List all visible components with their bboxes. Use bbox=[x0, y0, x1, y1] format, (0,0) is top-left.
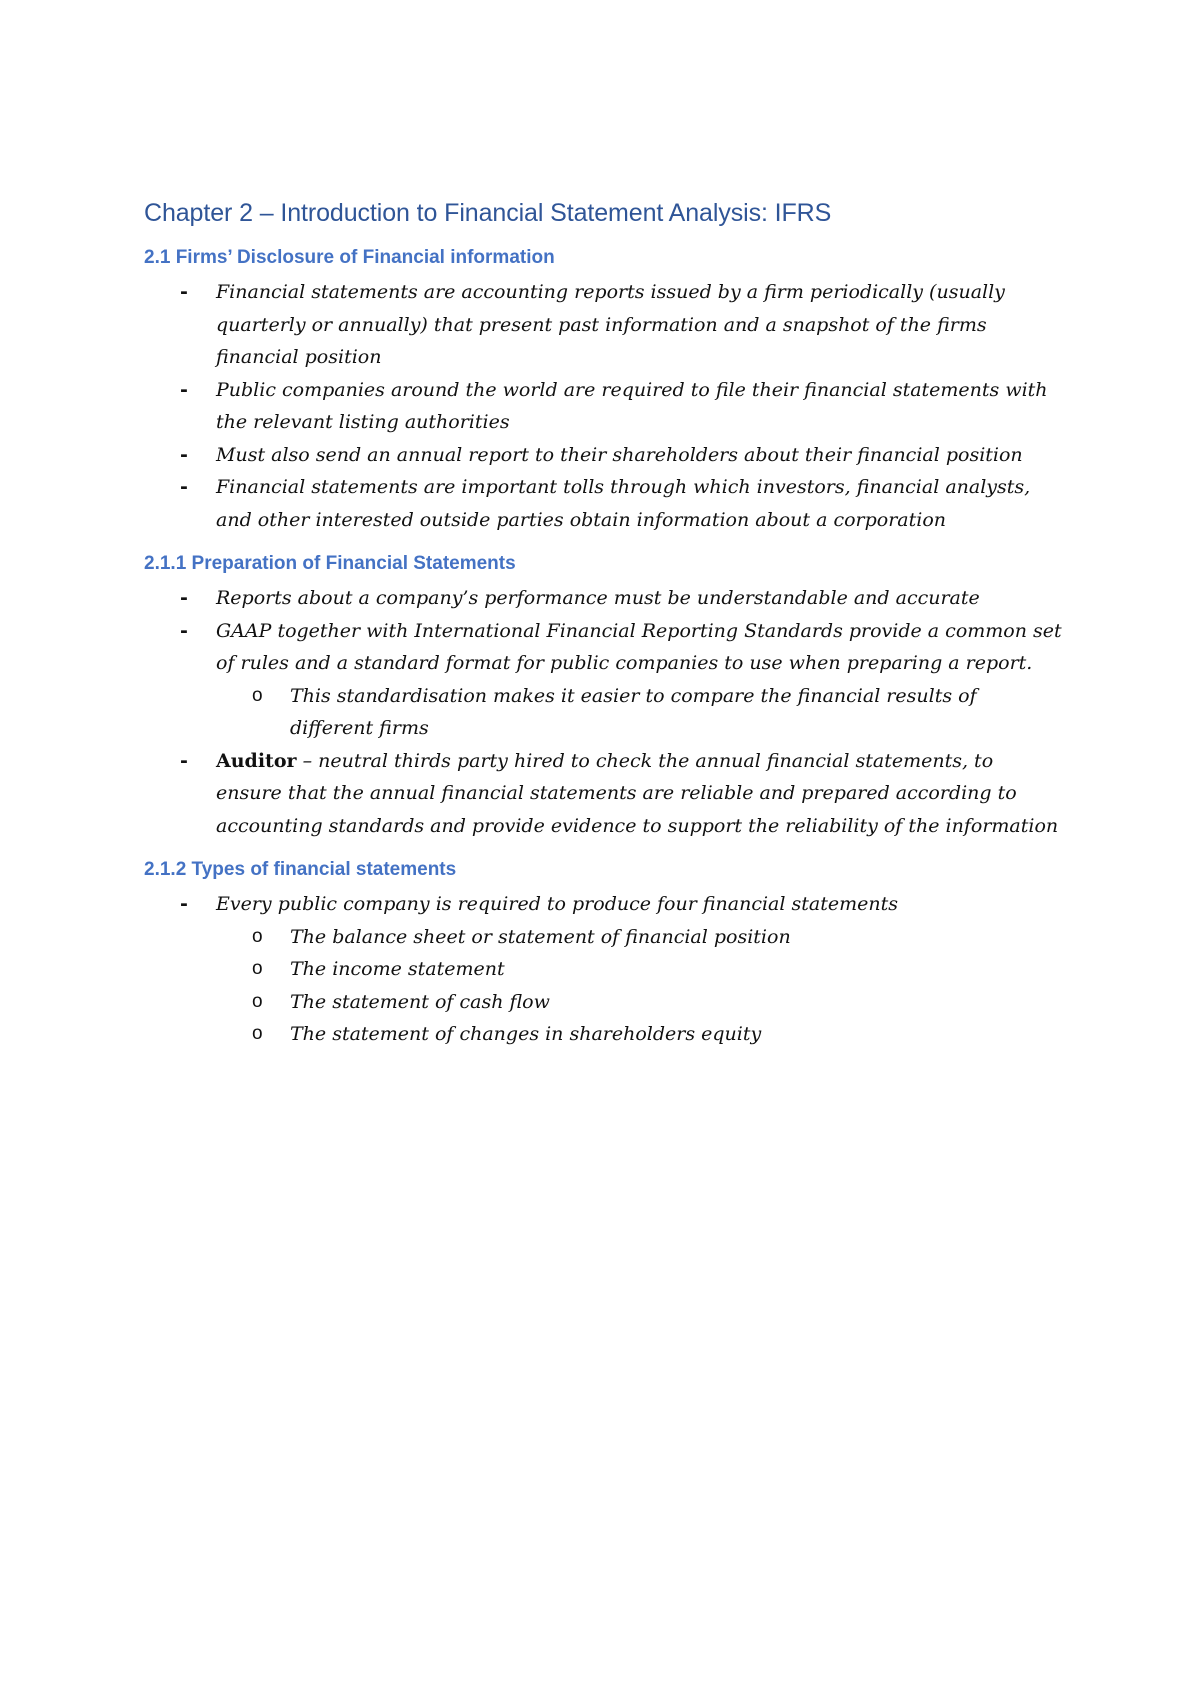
list-item-text: GAAP together with International Financial Reporting Standards provide a common set of rules and a standard format for public companies to use when preparing a report. bbox=[216, 619, 1062, 674]
list-item bbox=[144, 276, 1064, 374]
section-heading-2-1: 2.1 Firms’ Disclosure of Financial information bbox=[144, 247, 555, 268]
list-item-auditor bbox=[144, 745, 1064, 843]
spacer bbox=[144, 842, 1064, 856]
page-title: Chapter 2 – Introduction to Financial Statement Analysis: IFRS bbox=[144, 199, 832, 227]
list-item bbox=[144, 439, 1064, 472]
list-item-text: Must also send an annual report to their shareholders about their financial position bbox=[216, 443, 1023, 466]
list-item-text: Financial statements are accounting reports issued by a firm periodically (usually quarterly or annually) that present past information and a snapshot of the firms financial position bbox=[216, 281, 1005, 368]
sub-list-item-text: The statement of cash flow bbox=[290, 990, 550, 1013]
sub-list-item bbox=[144, 953, 1064, 986]
sub-list-item-text: The statement of changes in shareholders equity bbox=[290, 1023, 762, 1045]
list-item bbox=[144, 888, 1064, 921]
list-item-text: Every public company is required to produce four financial statements bbox=[216, 893, 898, 915]
list-item-text: Reports about a company’s performance must be understandable and accurate bbox=[216, 587, 980, 609]
sub-list-item-text: This standardisation makes it easier to compare the financial results of different firms bbox=[290, 684, 977, 739]
dash-bullet: - bbox=[180, 281, 188, 303]
circle-bullet: o bbox=[252, 958, 263, 979]
dash-bullet: - bbox=[180, 378, 188, 401]
section-2-1-2-list bbox=[144, 888, 1064, 1051]
list-item bbox=[144, 615, 1064, 680]
section-heading-2-1-1: 2.1.1 Preparation of Financial Statements bbox=[144, 553, 516, 574]
sub-list-item bbox=[144, 1018, 1064, 1051]
circle-bullet: o bbox=[252, 1023, 263, 1044]
list-item bbox=[144, 471, 1064, 536]
sub-list-item bbox=[144, 921, 1064, 954]
dash-bullet: - bbox=[180, 476, 188, 498]
list-item bbox=[144, 582, 1064, 615]
circle-bullet: o bbox=[252, 925, 263, 947]
sub-list-item bbox=[144, 986, 1064, 1019]
dash-bullet: - bbox=[180, 893, 188, 915]
document-content bbox=[144, 196, 1064, 1051]
circle-bullet: o bbox=[252, 684, 263, 706]
section-heading-2-1-2: 2.1.2 Types of financial statements bbox=[144, 859, 457, 880]
auditor-definition: – neutral thirds party hired to check the annual financial statements, to ensure that the annual financial statements are reliable and prepared according to accounting standards and provide evidence to support the reliability of the information bbox=[216, 749, 1059, 837]
list-item bbox=[144, 374, 1064, 439]
section-2-1-list bbox=[144, 276, 1064, 536]
dash-bullet: - bbox=[180, 749, 188, 772]
dash-bullet: - bbox=[180, 587, 188, 609]
auditor-term: Auditor bbox=[216, 749, 297, 772]
dash-bullet: - bbox=[180, 619, 188, 642]
section-2-1-1-list bbox=[144, 582, 1064, 842]
sub-list-item-text: The income statement bbox=[290, 958, 505, 980]
list-item-text: Public companies around the world are required to file their financial statements with the relevant listing authorities bbox=[216, 378, 1048, 433]
spacer bbox=[144, 536, 1064, 550]
sub-list-item bbox=[144, 680, 1064, 745]
sub-list-item-text: The balance sheet or statement of financial position bbox=[290, 925, 791, 948]
dash-bullet: - bbox=[180, 443, 188, 466]
list-item-text: Financial statements are important tolls through which investors, financial analysts, and other interested outside parties obtain information about a corporation bbox=[216, 476, 1031, 531]
circle-bullet: o bbox=[252, 990, 263, 1012]
